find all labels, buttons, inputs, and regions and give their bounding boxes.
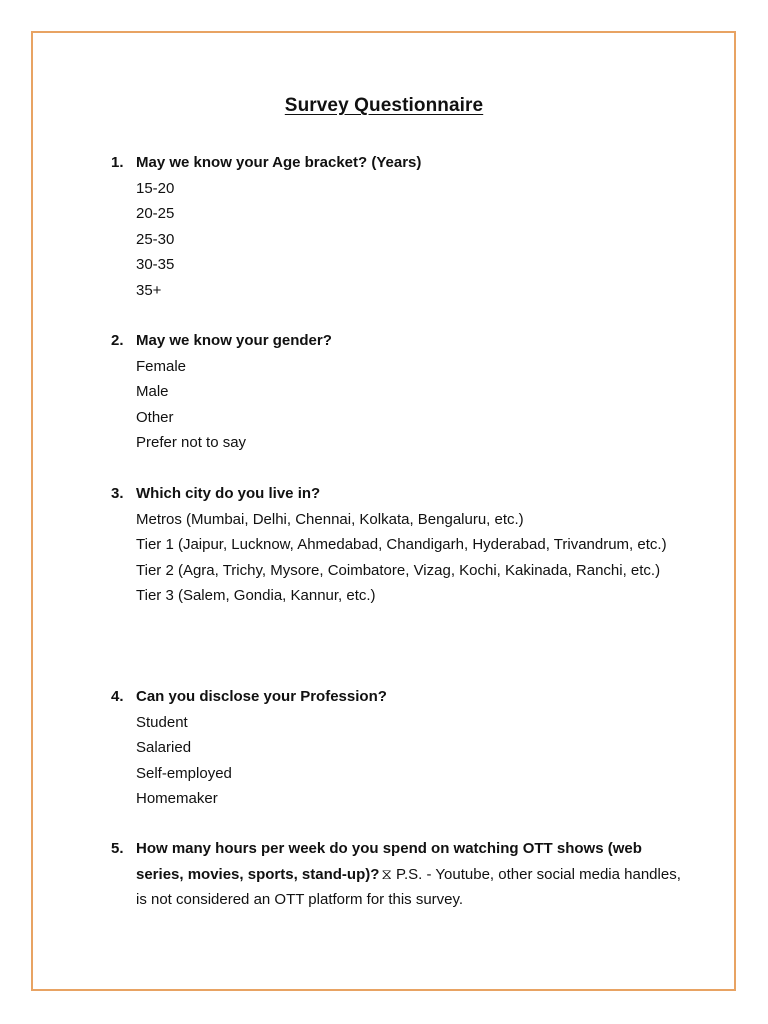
option-list (111, 710, 681, 812)
option-item: Other (136, 408, 174, 426)
question-text-block (136, 836, 681, 913)
question-1 (111, 150, 681, 303)
option-item: 30-35 (136, 256, 175, 273)
option-item: 35+ (136, 281, 162, 299)
question-note: P.S. - Youtube, other social media handles, is not considered an OTT platform for this survey. (136, 865, 681, 908)
option-item: Homemaker (136, 790, 218, 807)
option-item: Tier 2 (Agra, Trichy, Mysore, Coimbatore, Vizag, Kochi, Kakinada, Ranchi, etc.) (136, 561, 661, 579)
option-item: 20-25 (136, 205, 175, 222)
option-item: Tier 1 (Jaipur, Lucknow, Ahmedabad, Chandigarh, Hyderabad, Trivandrum, etc.) (136, 536, 667, 553)
question-text: How many hours per week do you spend on watching OTT shows (web series, movies, sports, stand-up)? (136, 840, 642, 883)
question-text: May we know your Age bracket? (Years) (136, 154, 422, 171)
option-item: 15-20 (136, 179, 175, 197)
question-text: Which city do you live in? (136, 485, 321, 502)
option-item: Male (136, 383, 169, 400)
question-text: May we know your gender? (136, 332, 332, 349)
option-item: Prefer not to say (136, 434, 247, 451)
question-5 (111, 836, 681, 913)
question-3-heading (111, 481, 681, 507)
option-item: Metros (Mumbai, Delhi, Chennai, Kolkata, Bengaluru, etc.) (136, 510, 524, 528)
option-item: Student (136, 713, 188, 731)
option-item: Salaried (136, 739, 192, 756)
option-list (111, 176, 681, 304)
question-2 (111, 328, 681, 456)
question-number: 4. (111, 688, 124, 705)
option-item: Self-employed (136, 764, 232, 782)
option-item: 25-30 (136, 230, 175, 248)
option-item: Tier 3 (Salem, Gondia, Kannur, etc.) (136, 587, 376, 604)
question-1-heading (111, 150, 681, 176)
question-4-heading (111, 684, 681, 710)
question-4 (111, 684, 681, 812)
option-list (111, 507, 681, 609)
question-5-heading (111, 836, 681, 913)
question-number: 3. (111, 485, 124, 502)
question-number: 1. (111, 154, 124, 171)
document-title: Survey Questionnaire (284, 95, 484, 116)
question-3 (111, 481, 681, 609)
question-text: Can you disclose your Profession? (136, 688, 387, 705)
option-list (111, 354, 681, 456)
option-item: Female (136, 357, 187, 375)
hourglass-icon: ⧖ (381, 865, 392, 883)
question-number: 2. (111, 332, 124, 349)
question-2-heading (111, 328, 681, 354)
question-number: 5. (111, 840, 124, 857)
